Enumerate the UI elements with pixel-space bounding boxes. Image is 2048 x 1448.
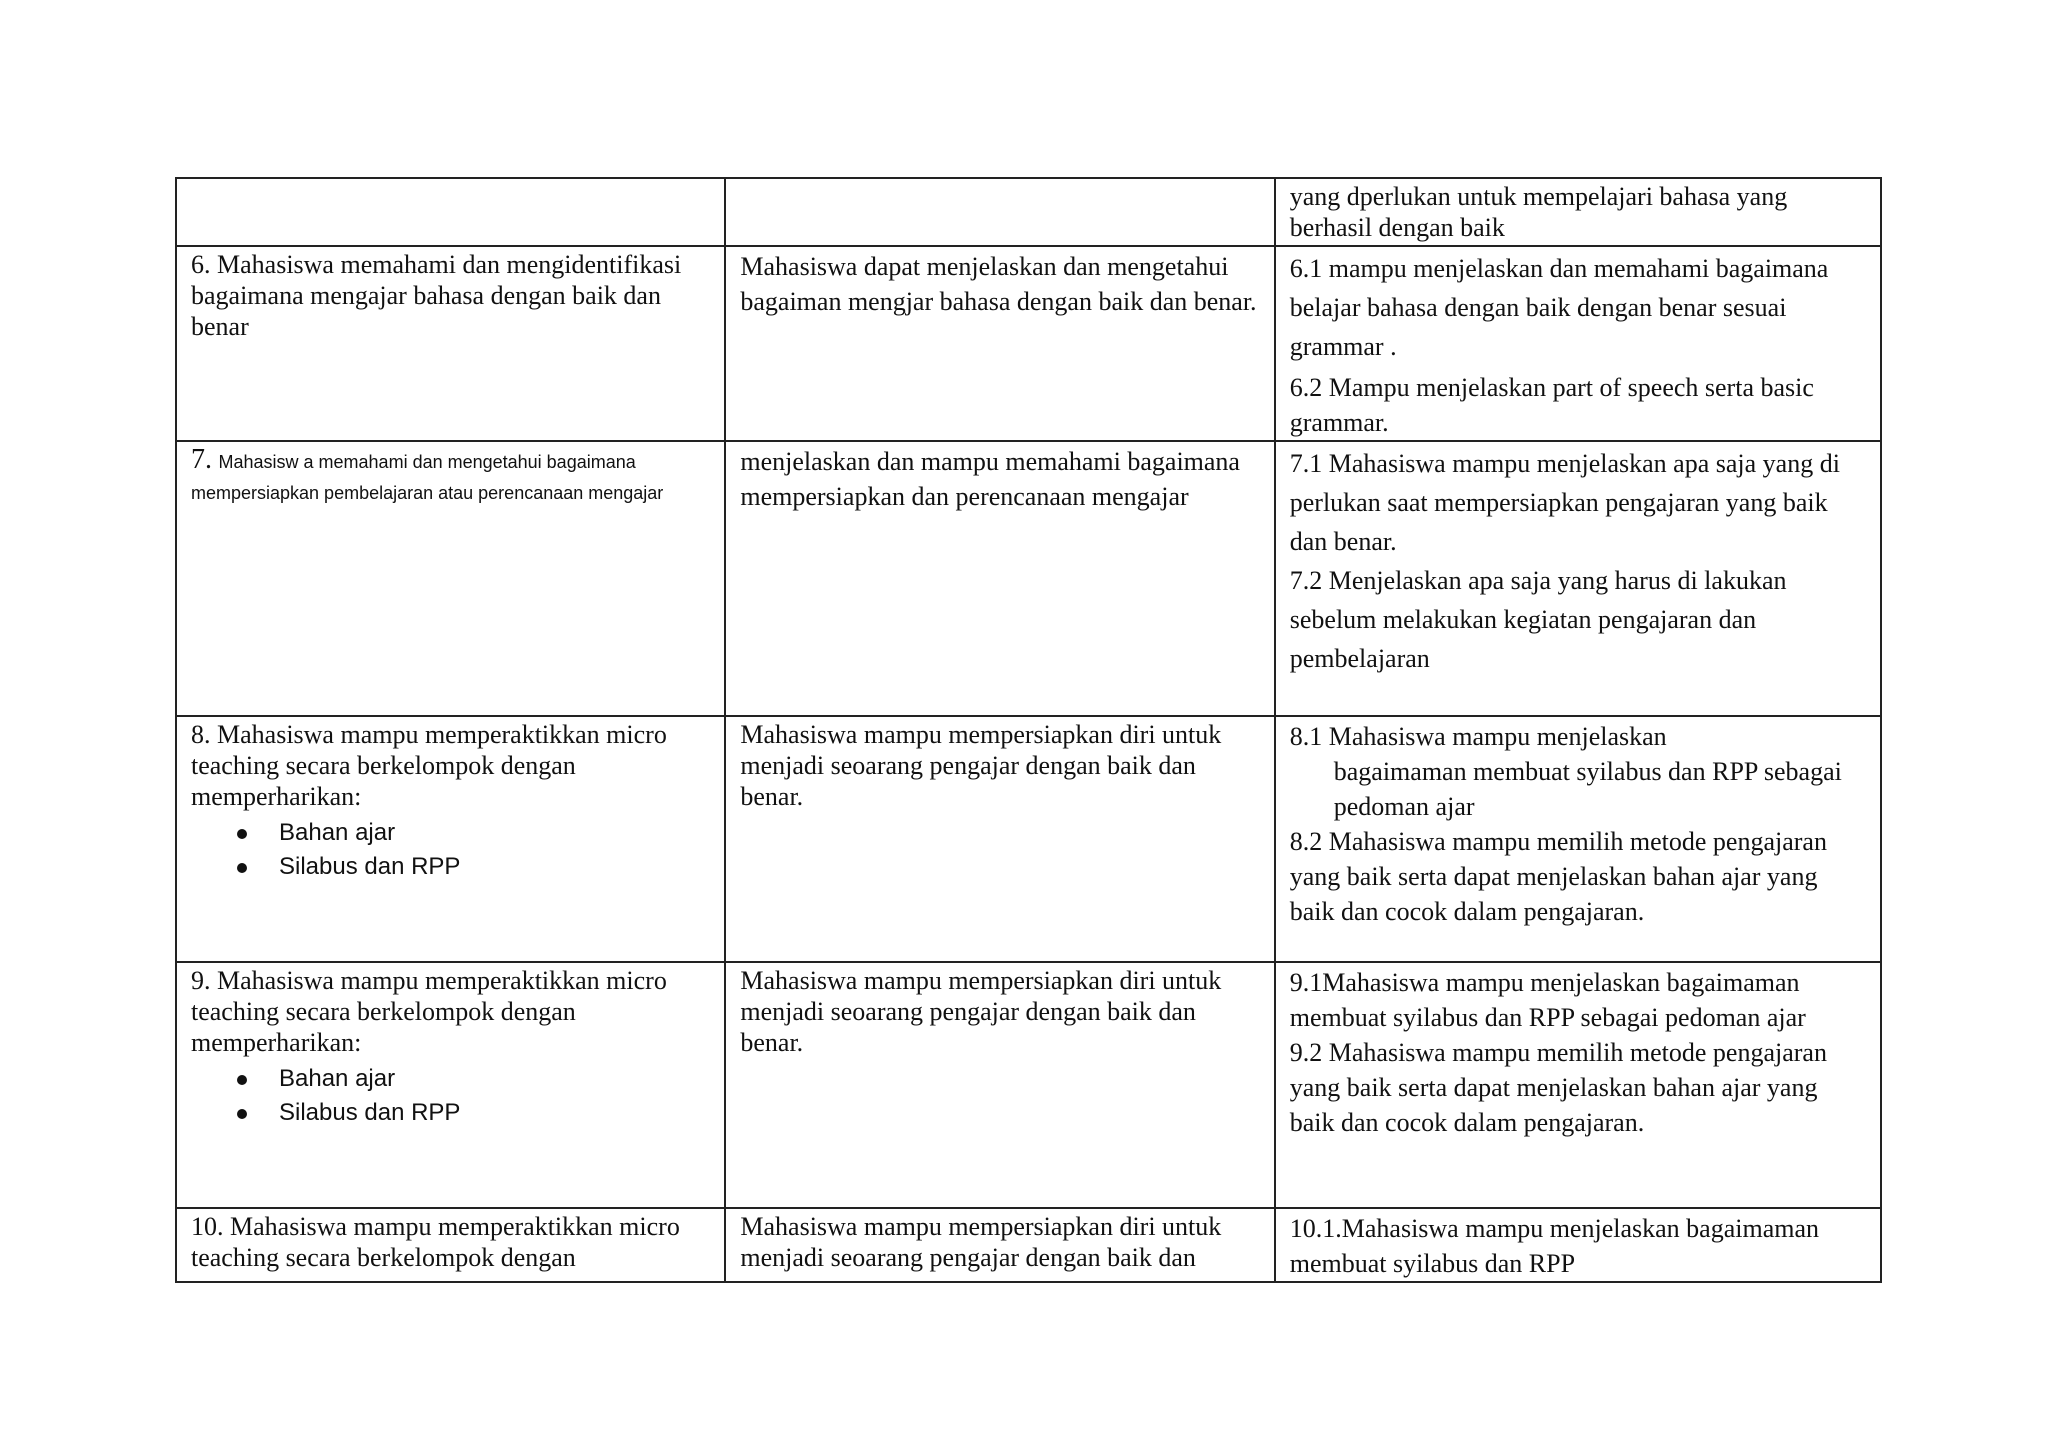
bullet-icon <box>237 829 247 839</box>
bullet-list <box>191 816 710 884</box>
indicator-text: 8.2 Mahasiswa mampu memilih metode pengajaran yang baik serta dapat menjelaskan bahan ajar yang baik dan cocok dalam pengajaran. <box>1289 827 1827 926</box>
outcome-cell <box>176 441 725 716</box>
outcome-text: Mahasisw a memahami dan mengetahui bagaimana mempersiapkan pembelajaran atau perencanaan mengajar <box>191 452 664 503</box>
indicator-cell <box>1275 1208 1881 1282</box>
outcome-text: 10. Mahasiswa mampu memperaktikkan micro teaching secara berkelompok dengan <box>191 1212 680 1272</box>
indicator-text: 6.1 mampu menjelaskan dan memahami bagaimana belajar bahasa dengan baik dengan benar sesuai grammar . <box>1289 254 1829 361</box>
ability-cell <box>725 962 1274 1208</box>
ability-text: Mahasiswa mampu mempersiapkan diri untuk menjadi seoarang pengajar dengan baik dan benar. <box>740 966 1222 1057</box>
ability-cell <box>725 441 1274 716</box>
ability-cell <box>725 716 1274 962</box>
indicator-text: 7.1 Mahasiswa mampu menjelaskan apa saja yang di perlukan saat mempersiapkan pengajaran yang baik dan benar. <box>1289 449 1840 556</box>
outcome-cell <box>176 962 725 1208</box>
list-item: Bahan ajar <box>237 816 710 850</box>
learning-outcomes-table <box>175 177 1882 1283</box>
table-row <box>176 178 1881 246</box>
outcome-text: 8. Mahasiswa mampu memperaktikkan micro teaching secara berkelompok dengan memperharikan: <box>191 720 667 811</box>
outcome-text: 9. Mahasiswa mampu memperaktikkan micro teaching secara berkelompok dengan memperharikan: <box>191 966 667 1057</box>
indicator-cell <box>1275 962 1881 1208</box>
list-item: Silabus dan RPP <box>237 1096 710 1130</box>
bullet-icon <box>237 1075 247 1085</box>
table-row <box>176 1208 1881 1282</box>
indicator-text: 6.2 Mampu menjelaskan part of speech serta basic grammar. <box>1289 373 1814 437</box>
indicator-cell <box>1275 716 1881 962</box>
table-row <box>176 962 1881 1208</box>
outcome-cell <box>176 178 725 246</box>
indicator-text: yang dperlukan untuk mempelajari bahasa yang berhasil dengan baik <box>1289 182 1788 242</box>
bullet-icon <box>237 1109 247 1119</box>
table-row <box>176 246 1881 441</box>
table-row <box>176 441 1881 716</box>
outcome-text: 6. Mahasiswa memahami dan mengidentifikasi bagaimana mengajar bahasa dengan baik dan benar <box>191 250 682 341</box>
list-item: Silabus dan RPP <box>237 850 710 884</box>
indicator-cell <box>1275 441 1881 716</box>
indicator-text: 8.1 Mahasiswa mampu menjelaskan <box>1289 722 1667 751</box>
ability-cell <box>725 1208 1274 1282</box>
outcome-cell <box>176 246 725 441</box>
ability-text: Mahasiswa mampu mempersiapkan diri untuk menjadi seoarang pengajar dengan baik dan benar. <box>740 720 1222 811</box>
indicator-cell <box>1275 178 1881 246</box>
bullet-list <box>191 1062 710 1130</box>
indicator-text: bagaimaman membuat syilabus dan RPP sebagai pedoman ajar <box>1333 757 1842 821</box>
outcome-cell <box>176 1208 725 1282</box>
indicator-cell <box>1275 246 1881 441</box>
bullet-icon <box>237 863 247 873</box>
list-item: Bahan ajar <box>237 1062 710 1096</box>
indicator-text: 9.2 Mahasiswa mampu memilih metode pengajaran yang baik serta dapat menjelaskan bahan ajar yang baik dan cocok dalam pengajaran. <box>1289 1038 1827 1137</box>
ability-text: menjelaskan dan mampu memahami bagaimana mempersiapkan dan perencanaan mengajar <box>740 447 1240 511</box>
indicator-text: 7.2 Menjelaskan apa saja yang harus di lakukan sebelum melakukan kegiatan pengajaran dan pembelajaran <box>1289 566 1787 673</box>
ability-text: Mahasiswa dapat menjelaskan dan mengetahui bagaiman mengjar bahasa dengan baik dan benar. <box>740 252 1257 316</box>
ability-text: Mahasiswa mampu mempersiapkan diri untuk menjadi seoarang pengajar dengan baik dan <box>740 1212 1222 1272</box>
indicator-text: 10.1.Mahasiswa mampu menjelaskan bagaimaman membuat syilabus dan RPP <box>1289 1214 1819 1278</box>
indicator-text: 9.1Mahasiswa mampu menjelaskan bagaimaman membuat syilabus dan RPP sebagai pedoman ajar <box>1289 968 1806 1032</box>
ability-cell <box>725 178 1274 246</box>
table-row <box>176 716 1881 962</box>
ability-cell <box>725 246 1274 441</box>
outcome-cell <box>176 716 725 962</box>
outcome-number: 7. <box>191 444 212 475</box>
